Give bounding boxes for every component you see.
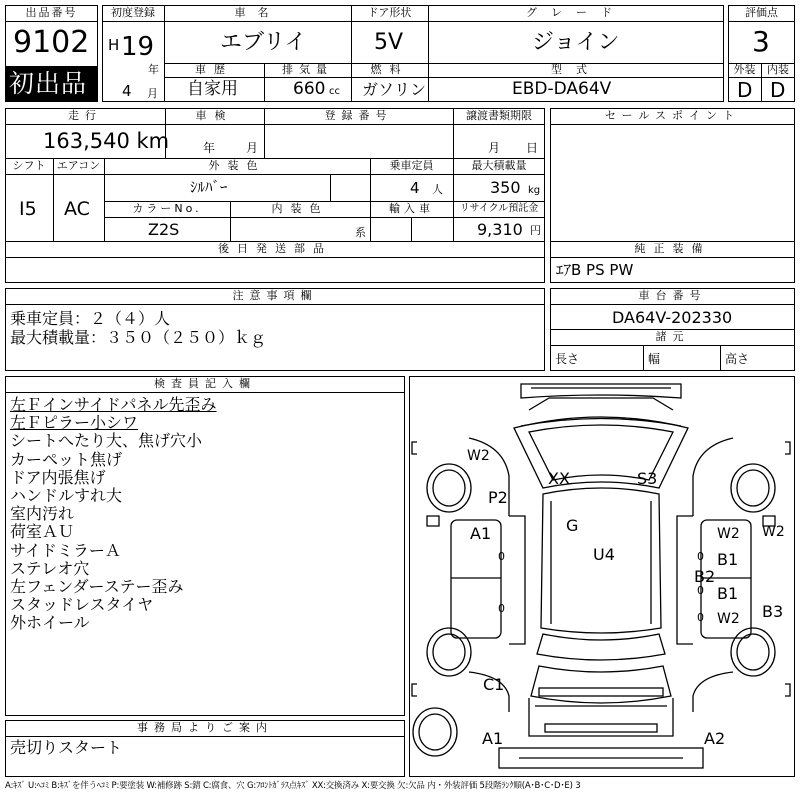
shift-label: シフト	[12, 159, 46, 172]
mark-xx: XX	[548, 469, 570, 488]
history-label: 車歴	[195, 63, 233, 76]
inspector-notes	[10, 396, 217, 633]
car-diagram	[409, 376, 795, 777]
mark-w2-front-left: W2	[467, 448, 490, 464]
first-reg-year: 19	[121, 32, 155, 62]
color-label: 外装色	[208, 159, 266, 172]
era-letter: H	[108, 36, 120, 54]
exterior-label: 外装	[733, 63, 756, 76]
mark-a1-rear: A1	[482, 729, 504, 748]
displacement-label: 排気量	[282, 63, 333, 76]
capacity-label: 乗車定員	[389, 159, 434, 172]
office-label: 事務局よりご案内	[137, 721, 273, 734]
mark-w2-right-upper: W2	[717, 526, 740, 542]
door-type: 5V	[374, 30, 404, 55]
fuel: ガソリン	[362, 80, 427, 99]
max-load: 350	[490, 178, 521, 197]
recycle-label: リサイクル預託金	[459, 203, 539, 214]
fuel-label: 燃料	[370, 63, 409, 76]
exterior-color: ｼﾙﾊﾞｰ	[190, 178, 228, 196]
inspection-label: 車検	[195, 109, 234, 122]
inspector-note: ステレオ穴	[10, 558, 90, 578]
first-listing-text: 初出品	[9, 69, 88, 98]
mark-zero-right-3: 0	[697, 611, 704, 624]
mark-zero-left-1: 0	[498, 550, 505, 563]
car-name: エブリイ	[220, 30, 307, 55]
mark-b3: B3	[762, 602, 784, 621]
inspector-note: スタッドレスタイヤ	[10, 595, 154, 615]
recycle-fee: 9,310	[477, 220, 523, 239]
inspector-note: ドア内張焦げ	[10, 467, 106, 487]
mark-b1-lower: B1	[717, 584, 739, 603]
car-history: 自家用	[187, 79, 238, 99]
mark-b1-upper: B1	[717, 550, 739, 569]
inspector-note: ハンドルすれ大	[10, 486, 123, 506]
mark-w2-right-lower: W2	[717, 611, 740, 627]
mark-g: G	[566, 516, 579, 535]
interior-label: 内装	[767, 63, 789, 76]
year-unit: 年	[148, 63, 159, 76]
interior-color-suffix: 系	[355, 226, 366, 239]
inspector-note: 左フェンダーステー歪み	[10, 577, 184, 597]
transfer-label: 譲渡書類期限	[466, 109, 532, 122]
mark-b2: B2	[694, 567, 716, 586]
color-number: Z2S	[148, 220, 180, 239]
mark-zero-left-2: 0	[498, 602, 505, 615]
model-code: EBD-DA64V	[512, 79, 612, 99]
mark-u4: U4	[593, 545, 615, 564]
recycle-unit: 円	[530, 224, 541, 237]
capacity: 4	[410, 179, 420, 197]
notice-line-2: 最大積載量：３５０（２５０）ｋｇ	[10, 328, 267, 347]
chassis-number: DA64V-202330	[612, 308, 733, 327]
displacement-value: 660	[293, 79, 326, 99]
mark-c1: C1	[483, 675, 505, 694]
sales-label: セールスポイント	[604, 109, 740, 122]
car-name-label: 車名	[234, 6, 281, 19]
equipment: ｴｱB PS PW	[556, 261, 634, 279]
inspection-year-unit: 年	[203, 141, 216, 155]
exterior-grade: D	[737, 78, 753, 102]
shift: I5	[19, 198, 37, 220]
mark-s3: S3	[637, 469, 658, 488]
office-message: 売切りスタート	[10, 738, 123, 757]
mark-zero-right-2: 0	[697, 584, 704, 597]
width-label: 幅	[648, 352, 661, 366]
displacement-unit: cc	[329, 86, 340, 97]
inspector-label: 検査員記入欄	[154, 377, 256, 390]
transfer-month-unit: 月	[488, 141, 501, 155]
capacity-unit: 人	[432, 183, 443, 196]
inspection-month-unit: 月	[246, 141, 259, 155]
height-label: 高さ	[725, 352, 750, 366]
inspector-note: 左Ｆインサイドパネル先歪み	[10, 395, 217, 414]
load-unit: kg	[528, 185, 541, 196]
mileage: 163,540 km	[43, 129, 170, 153]
reg-number-label: 登録番号	[324, 109, 393, 122]
first-reg-month: 4	[122, 82, 132, 100]
legend: A:ｷｽﾞ U:ﾍｺﾐ B:ｷｽﾞを伴うﾍｺﾐ P:要塗装 W:補修跡 S:錆 C:腐食、穴 G:ﾌﾛﾝﾄｶﾞﾗｽ点ｷｽﾞ XX:交換済み X:要交換 欠:欠品 内・外装評価 5段階ﾗﾝｸ順(A･B･C･D･E) 3	[5, 781, 581, 791]
notices-label: 注意事項欄	[232, 289, 318, 302]
mileage-label: 走行	[68, 109, 102, 122]
ac: AC	[64, 198, 90, 220]
model-label: 型式	[551, 63, 601, 76]
grade-label: グレード	[526, 6, 626, 19]
interior-grade: D	[770, 78, 786, 102]
later-parts-label: 後日発送部品	[218, 242, 332, 255]
inspector-note: カーペット焦げ	[10, 449, 123, 469]
inspector-note: サイドミラーＡ	[10, 540, 121, 560]
ac-label: エアコン	[56, 159, 101, 172]
length-label: 長さ	[555, 352, 580, 366]
inspector-note: シートへたり大、焦げ穴小	[10, 431, 203, 451]
inspector-note: 荷室ＡＵ	[10, 522, 75, 542]
score-label: 評価点	[745, 6, 778, 19]
mark-p2: P2	[488, 488, 508, 507]
mark-w2-right-side: W2	[762, 524, 785, 540]
interior-color-label: 内装色	[271, 202, 329, 215]
month-unit: 月	[147, 87, 158, 100]
first-reg-label: 初度登録	[111, 6, 155, 19]
specs-label: 諸元	[655, 330, 690, 343]
chassis-label: 車台番号	[638, 289, 707, 302]
color-no-label: カラーNo.	[132, 202, 202, 215]
mark-a1-left: A1	[470, 524, 492, 543]
lot-number: 9102	[13, 25, 90, 60]
grade: ジョイン	[532, 30, 620, 55]
mark-a2-rear: A2	[704, 729, 726, 748]
inspector-note: 外ホイール	[10, 613, 90, 633]
overall-score: 3	[752, 25, 770, 58]
equipment-label: 純正装備	[634, 242, 711, 255]
mark-zero-right-1: 0	[697, 550, 704, 563]
inspector-note: 左Ｆピラー小シワ	[10, 413, 139, 433]
transfer-day-unit: 日	[526, 141, 539, 155]
import-label: 輸入車	[389, 202, 434, 215]
lot-label: 出品番号	[25, 6, 78, 19]
inspector-note: 室内汚れ	[10, 504, 75, 524]
notice-line-1: 乗車定員：２（４）人	[10, 309, 171, 328]
door-label: ドア形状	[367, 6, 412, 19]
load-label: 最大積載量	[471, 159, 527, 172]
